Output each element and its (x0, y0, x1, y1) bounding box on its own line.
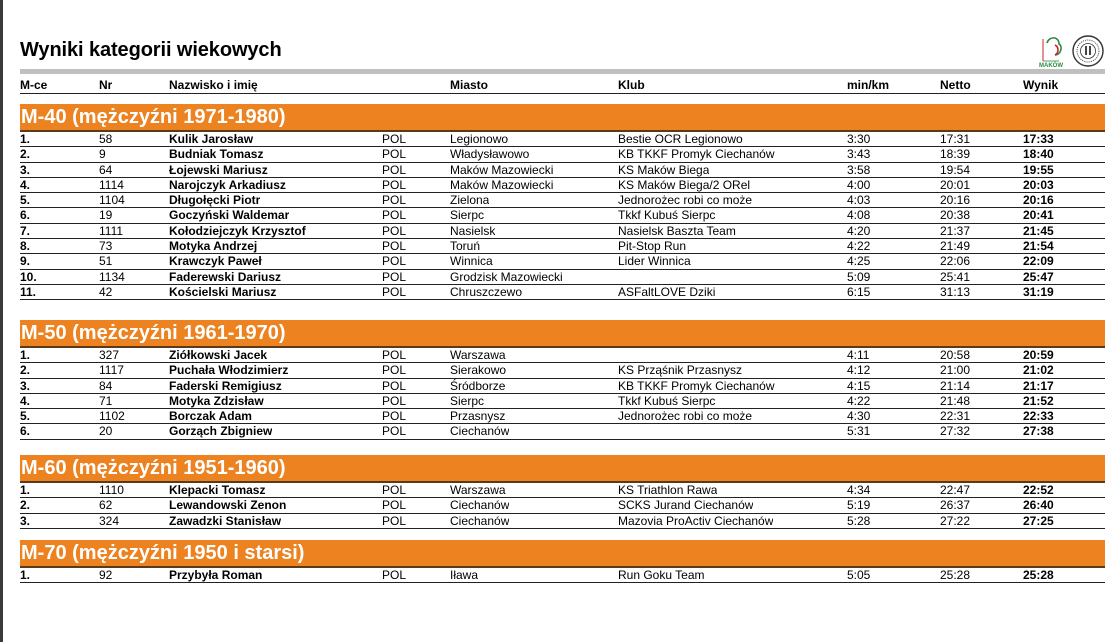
mazowsze-makow-logo-icon (1039, 38, 1063, 69)
country-cell: POL (382, 239, 407, 254)
club-cell: Tkkf Kubuś Sierpc (618, 208, 716, 223)
place-cell: 5. (20, 193, 31, 208)
country-cell: POL (382, 498, 407, 513)
city-cell: Sierpc (450, 393, 485, 408)
place-cell: 1. (20, 483, 31, 497)
table-row[interactable] (20, 348, 1105, 363)
country-cell: POL (382, 177, 407, 192)
table-row[interactable] (20, 409, 1105, 424)
place-cell: 6. (20, 208, 31, 223)
club-cell: Run Goku Team (618, 568, 705, 582)
city-cell: Warszawa (450, 348, 506, 362)
country-cell: POL (382, 254, 407, 269)
pace-cell: 4:34 (847, 483, 871, 497)
place-cell: 9. (20, 254, 31, 269)
city-cell: Grodzisk Mazowiecki (450, 269, 563, 284)
country-cell: POL (382, 132, 407, 146)
svg-text:MAKÓW: MAKÓW (1039, 63, 1063, 69)
pace-cell: 6:15 (847, 284, 871, 299)
column-header-pace[interactable]: min/km (847, 78, 890, 92)
place-cell: 2. (20, 147, 31, 162)
name-cell: Gorząch Zbigniew (169, 424, 273, 439)
bib-cell: 62 (99, 498, 113, 513)
result-cell: 21:17 (1023, 378, 1054, 393)
net-cell: 22:06 (940, 254, 971, 269)
bib-cell: 84 (99, 378, 113, 393)
result-cell: 25:28 (1023, 568, 1054, 582)
result-cell: 20:03 (1023, 177, 1054, 192)
table-row[interactable] (20, 254, 1105, 269)
pace-cell: 5:19 (847, 498, 871, 513)
net-cell: 21:48 (940, 393, 971, 408)
table-row[interactable] (20, 498, 1105, 513)
name-cell: Motyka Andrzej (169, 239, 258, 254)
club-cell: Bestie OCR Legionowo (618, 132, 743, 146)
club-cell: KS Maków Biega/2 ORel (618, 177, 751, 192)
table-row[interactable] (20, 394, 1105, 409)
place-cell: 4. (20, 393, 31, 408)
result-cell: 21:02 (1023, 363, 1054, 378)
net-cell: 26:37 (940, 498, 971, 513)
net-cell: 18:39 (940, 147, 971, 162)
bib-cell: 1114 (99, 177, 124, 192)
city-cell: Zielona (450, 193, 490, 208)
net-cell: 25:41 (940, 269, 971, 284)
table-row[interactable] (20, 483, 1105, 498)
club-cell: Nasielsk Baszta Team (618, 223, 736, 238)
city-cell: Ciechanów (450, 513, 510, 528)
club-cell: Pit-Stop Run (618, 239, 687, 254)
category-section (20, 455, 1105, 529)
result-cell: 22:33 (1023, 409, 1054, 424)
city-cell: Śródborze (450, 378, 506, 393)
result-cell: 20:59 (1023, 348, 1054, 362)
net-cell: 25:28 (940, 568, 971, 582)
pace-cell: 4:22 (847, 393, 871, 408)
place-cell: 3. (20, 513, 31, 528)
result-cell: 20:16 (1023, 193, 1054, 208)
round-seal-logo-icon (1073, 36, 1103, 66)
city-cell: Ciechanów (450, 424, 510, 439)
country-cell: POL (382, 363, 407, 378)
pace-cell: 4:03 (847, 193, 871, 208)
country-cell: POL (382, 348, 407, 362)
name-cell: Narojczyk Arkadiusz (169, 177, 286, 192)
club-cell: KS Triathlon Rawa (618, 483, 718, 497)
name-cell: Zawadzki Stanisław (169, 513, 282, 528)
net-cell: 17:31 (940, 132, 971, 146)
club-cell: ASFaltLOVE Dziki (618, 284, 716, 299)
name-cell: Długołęcki Piotr (169, 193, 261, 208)
city-cell: Toruń (450, 239, 481, 254)
bib-cell: 51 (99, 254, 113, 269)
viewer-left-edge (0, 0, 3, 642)
net-cell: 21:37 (940, 223, 971, 238)
net-cell: 31:13 (940, 284, 971, 299)
result-cell: 31:19 (1023, 284, 1054, 299)
net-cell: 20:01 (940, 177, 971, 192)
name-cell: Klepacki Tomasz (169, 483, 266, 497)
bib-cell: 19 (99, 208, 113, 223)
column-header-bib[interactable]: Nr (99, 78, 113, 92)
name-cell: Motyka Zdzisław (169, 393, 264, 408)
place-cell: 10. (20, 269, 37, 284)
result-cell: 22:09 (1023, 254, 1054, 269)
bib-cell: 1104 (99, 193, 125, 208)
pace-cell: 4:12 (847, 363, 871, 378)
place-cell: 1. (20, 132, 31, 146)
table-row[interactable] (20, 568, 1105, 583)
city-cell: Maków Mazowiecki (450, 177, 554, 192)
column-header-result[interactable]: Wynik (1023, 78, 1059, 92)
city-cell: Chruszczewo (450, 284, 523, 299)
result-cell: 19:55 (1023, 162, 1054, 177)
pace-cell: 5:28 (847, 513, 871, 528)
name-cell: Krawczyk Paweł (169, 254, 262, 269)
table-row[interactable] (20, 379, 1105, 394)
club-cell: KS Maków Biega (618, 162, 710, 177)
result-cell: 20:41 (1023, 208, 1054, 223)
place-cell: 1. (20, 568, 31, 582)
column-header-city[interactable]: Miasto (450, 78, 489, 92)
country-cell: POL (382, 284, 407, 299)
name-cell: Przybyła Roman (169, 568, 263, 582)
category-section (20, 104, 1105, 300)
table-row[interactable] (20, 178, 1105, 193)
result-cell: 21:52 (1023, 393, 1054, 408)
name-cell: Faderski Remigiusz (169, 378, 282, 393)
city-cell: Winnica (450, 254, 493, 269)
city-cell: Legionowo (450, 132, 509, 146)
city-cell: Maków Mazowiecki (450, 162, 554, 177)
country-cell: POL (382, 568, 407, 582)
sponsor-logos (1033, 33, 1105, 69)
country-cell: POL (382, 208, 407, 223)
name-cell: Faderewski Dariusz (169, 269, 282, 284)
place-cell: 4. (20, 177, 31, 192)
net-cell: 21:14 (940, 378, 971, 393)
bib-cell: 58 (99, 132, 113, 146)
category-header: M-50 (mężczyźni 1961-1970) (20, 320, 1105, 348)
bib-cell: 92 (99, 568, 113, 582)
country-cell: POL (382, 147, 407, 162)
category-header: M-70 (mężczyźni 1950 i starsi) (20, 540, 1105, 568)
category-section (20, 320, 1105, 440)
place-cell: 8. (20, 239, 31, 254)
club-cell: KB TKKF Promyk Ciechanów (618, 378, 775, 393)
pace-cell: 4:25 (847, 254, 871, 269)
club-cell: Lider Winnica (618, 254, 691, 269)
country-cell: POL (382, 409, 407, 424)
net-cell: 27:22 (940, 513, 971, 528)
pace-cell: 5:09 (847, 269, 871, 284)
category-section (20, 540, 1105, 583)
club-cell: KS Prząśnik Przasnysz (618, 363, 743, 378)
city-cell: Władysławowo (450, 147, 530, 162)
pace-cell: 3:30 (847, 132, 871, 146)
country-cell: POL (382, 483, 407, 497)
header-divider (20, 69, 1105, 74)
club-cell: SCKS Jurand Ciechanów (618, 498, 754, 513)
place-cell: 1. (20, 348, 31, 362)
table-row[interactable] (20, 270, 1105, 285)
bib-cell: 1110 (99, 483, 124, 497)
country-cell: POL (382, 269, 407, 284)
bib-cell: 1111 (99, 223, 124, 238)
bib-cell: 73 (99, 239, 113, 254)
bib-cell: 324 (99, 513, 120, 528)
city-cell: Iława (450, 568, 479, 582)
country-cell: POL (382, 378, 407, 393)
bib-cell: 327 (99, 348, 120, 362)
column-header-row (20, 78, 1105, 94)
result-cell: 21:54 (1023, 239, 1054, 254)
country-cell: POL (382, 393, 407, 408)
net-cell: 27:32 (940, 424, 971, 439)
pace-cell: 4:22 (847, 239, 871, 254)
pace-cell: 4:11 (847, 348, 870, 362)
table-row[interactable] (20, 224, 1105, 239)
pace-cell: 4:15 (847, 378, 871, 393)
bib-cell: 1102 (99, 409, 125, 424)
pace-cell: 4:30 (847, 409, 871, 424)
club-cell: Mazovia ProActiv Ciechanów (618, 513, 774, 528)
place-cell: 7. (20, 223, 31, 238)
net-cell: 20:38 (940, 208, 971, 223)
pace-cell: 4:08 (847, 208, 871, 223)
city-cell: Sierakowo (450, 363, 507, 378)
name-cell: Kołodziejczyk Krzysztof (169, 223, 306, 238)
result-cell: 21:45 (1023, 223, 1054, 238)
city-cell: Sierpc (450, 208, 485, 223)
column-header-club[interactable]: Klub (618, 78, 645, 92)
result-cell: 27:38 (1023, 424, 1054, 439)
name-cell: Lewandowski Zenon (169, 498, 287, 513)
club-cell: Jednorożec robi co może (618, 193, 753, 208)
pace-cell: 4:00 (847, 177, 871, 192)
pace-cell: 5:05 (847, 568, 871, 582)
name-cell: Kulik Jarosław (169, 132, 254, 146)
table-row[interactable] (20, 514, 1105, 529)
column-header-place[interactable]: M-ce (20, 78, 48, 92)
city-cell: Przasnysz (450, 409, 506, 424)
bib-cell: 71 (99, 393, 113, 408)
club-cell: Tkkf Kubuś Sierpc (618, 393, 716, 408)
place-cell: 3. (20, 162, 31, 177)
country-cell: POL (382, 162, 407, 177)
club-cell: Jednorożec robi co może (618, 409, 753, 424)
country-cell: POL (382, 513, 407, 528)
category-header: M-60 (mężczyźni 1951-1960) (20, 455, 1105, 483)
name-cell: Kościelski Mariusz (169, 284, 277, 299)
net-cell: 21:00 (940, 363, 971, 378)
table-row[interactable] (20, 193, 1105, 208)
place-cell: 5. (20, 409, 31, 424)
pace-cell: 3:58 (847, 162, 871, 177)
bib-cell: 1117 (99, 363, 124, 378)
name-cell: Budniak Tomasz (169, 147, 264, 162)
pace-cell: 5:31 (847, 424, 871, 439)
bib-cell: 42 (99, 284, 113, 299)
country-cell: POL (382, 424, 407, 439)
table-row[interactable] (20, 132, 1105, 147)
category-header: M-40 (mężczyźni 1971-1980) (20, 104, 1105, 132)
name-cell: Borczak Adam (169, 409, 252, 424)
table-row[interactable] (20, 147, 1105, 162)
table-row[interactable] (20, 424, 1105, 439)
net-cell: 21:49 (940, 239, 971, 254)
place-cell: 2. (20, 363, 31, 378)
net-cell: 22:47 (940, 483, 971, 497)
net-cell: 20:58 (940, 348, 971, 362)
name-cell: Łojewski Mariusz (169, 162, 268, 177)
result-cell: 18:40 (1023, 147, 1054, 162)
table-row[interactable] (20, 163, 1105, 178)
net-cell: 22:31 (940, 409, 971, 424)
place-cell: 3. (20, 378, 31, 393)
pace-cell: 3:43 (847, 147, 871, 162)
result-cell: 27:25 (1023, 513, 1054, 528)
name-cell: Goczyński Waldemar (169, 208, 290, 223)
table-row[interactable] (20, 285, 1105, 300)
name-cell: Ziółkowski Jacek (169, 348, 268, 362)
place-cell: 6. (20, 424, 31, 439)
place-cell: 11. (20, 284, 37, 299)
pace-cell: 4:20 (847, 223, 871, 238)
bib-cell: 20 (99, 424, 113, 439)
page-title: Wyniki kategorii wiekowych (20, 39, 282, 61)
city-cell: Nasielsk (450, 223, 496, 238)
result-cell: 25:47 (1023, 269, 1054, 284)
bib-cell: 9 (99, 147, 106, 162)
club-cell: KB TKKF Promyk Ciechanów (618, 147, 775, 162)
name-cell: Puchała Włodzimierz (169, 363, 289, 378)
result-cell: 17:33 (1023, 132, 1054, 146)
net-cell: 19:54 (940, 162, 971, 177)
net-cell: 20:16 (940, 193, 971, 208)
column-header-net[interactable]: Netto (940, 78, 971, 92)
result-cell: 26:40 (1023, 498, 1054, 513)
table-row[interactable] (20, 363, 1105, 378)
column-header-name[interactable]: Nazwisko i imię (169, 78, 258, 92)
country-cell: POL (382, 193, 407, 208)
table-row[interactable] (20, 208, 1105, 223)
city-cell: Warszawa (450, 483, 506, 497)
result-cell: 22:52 (1023, 483, 1054, 497)
bib-cell: 64 (99, 162, 113, 177)
place-cell: 2. (20, 498, 31, 513)
table-row[interactable] (20, 239, 1105, 254)
city-cell: Ciechanów (450, 498, 510, 513)
bib-cell: 1134 (99, 269, 125, 284)
country-cell: POL (382, 223, 407, 238)
